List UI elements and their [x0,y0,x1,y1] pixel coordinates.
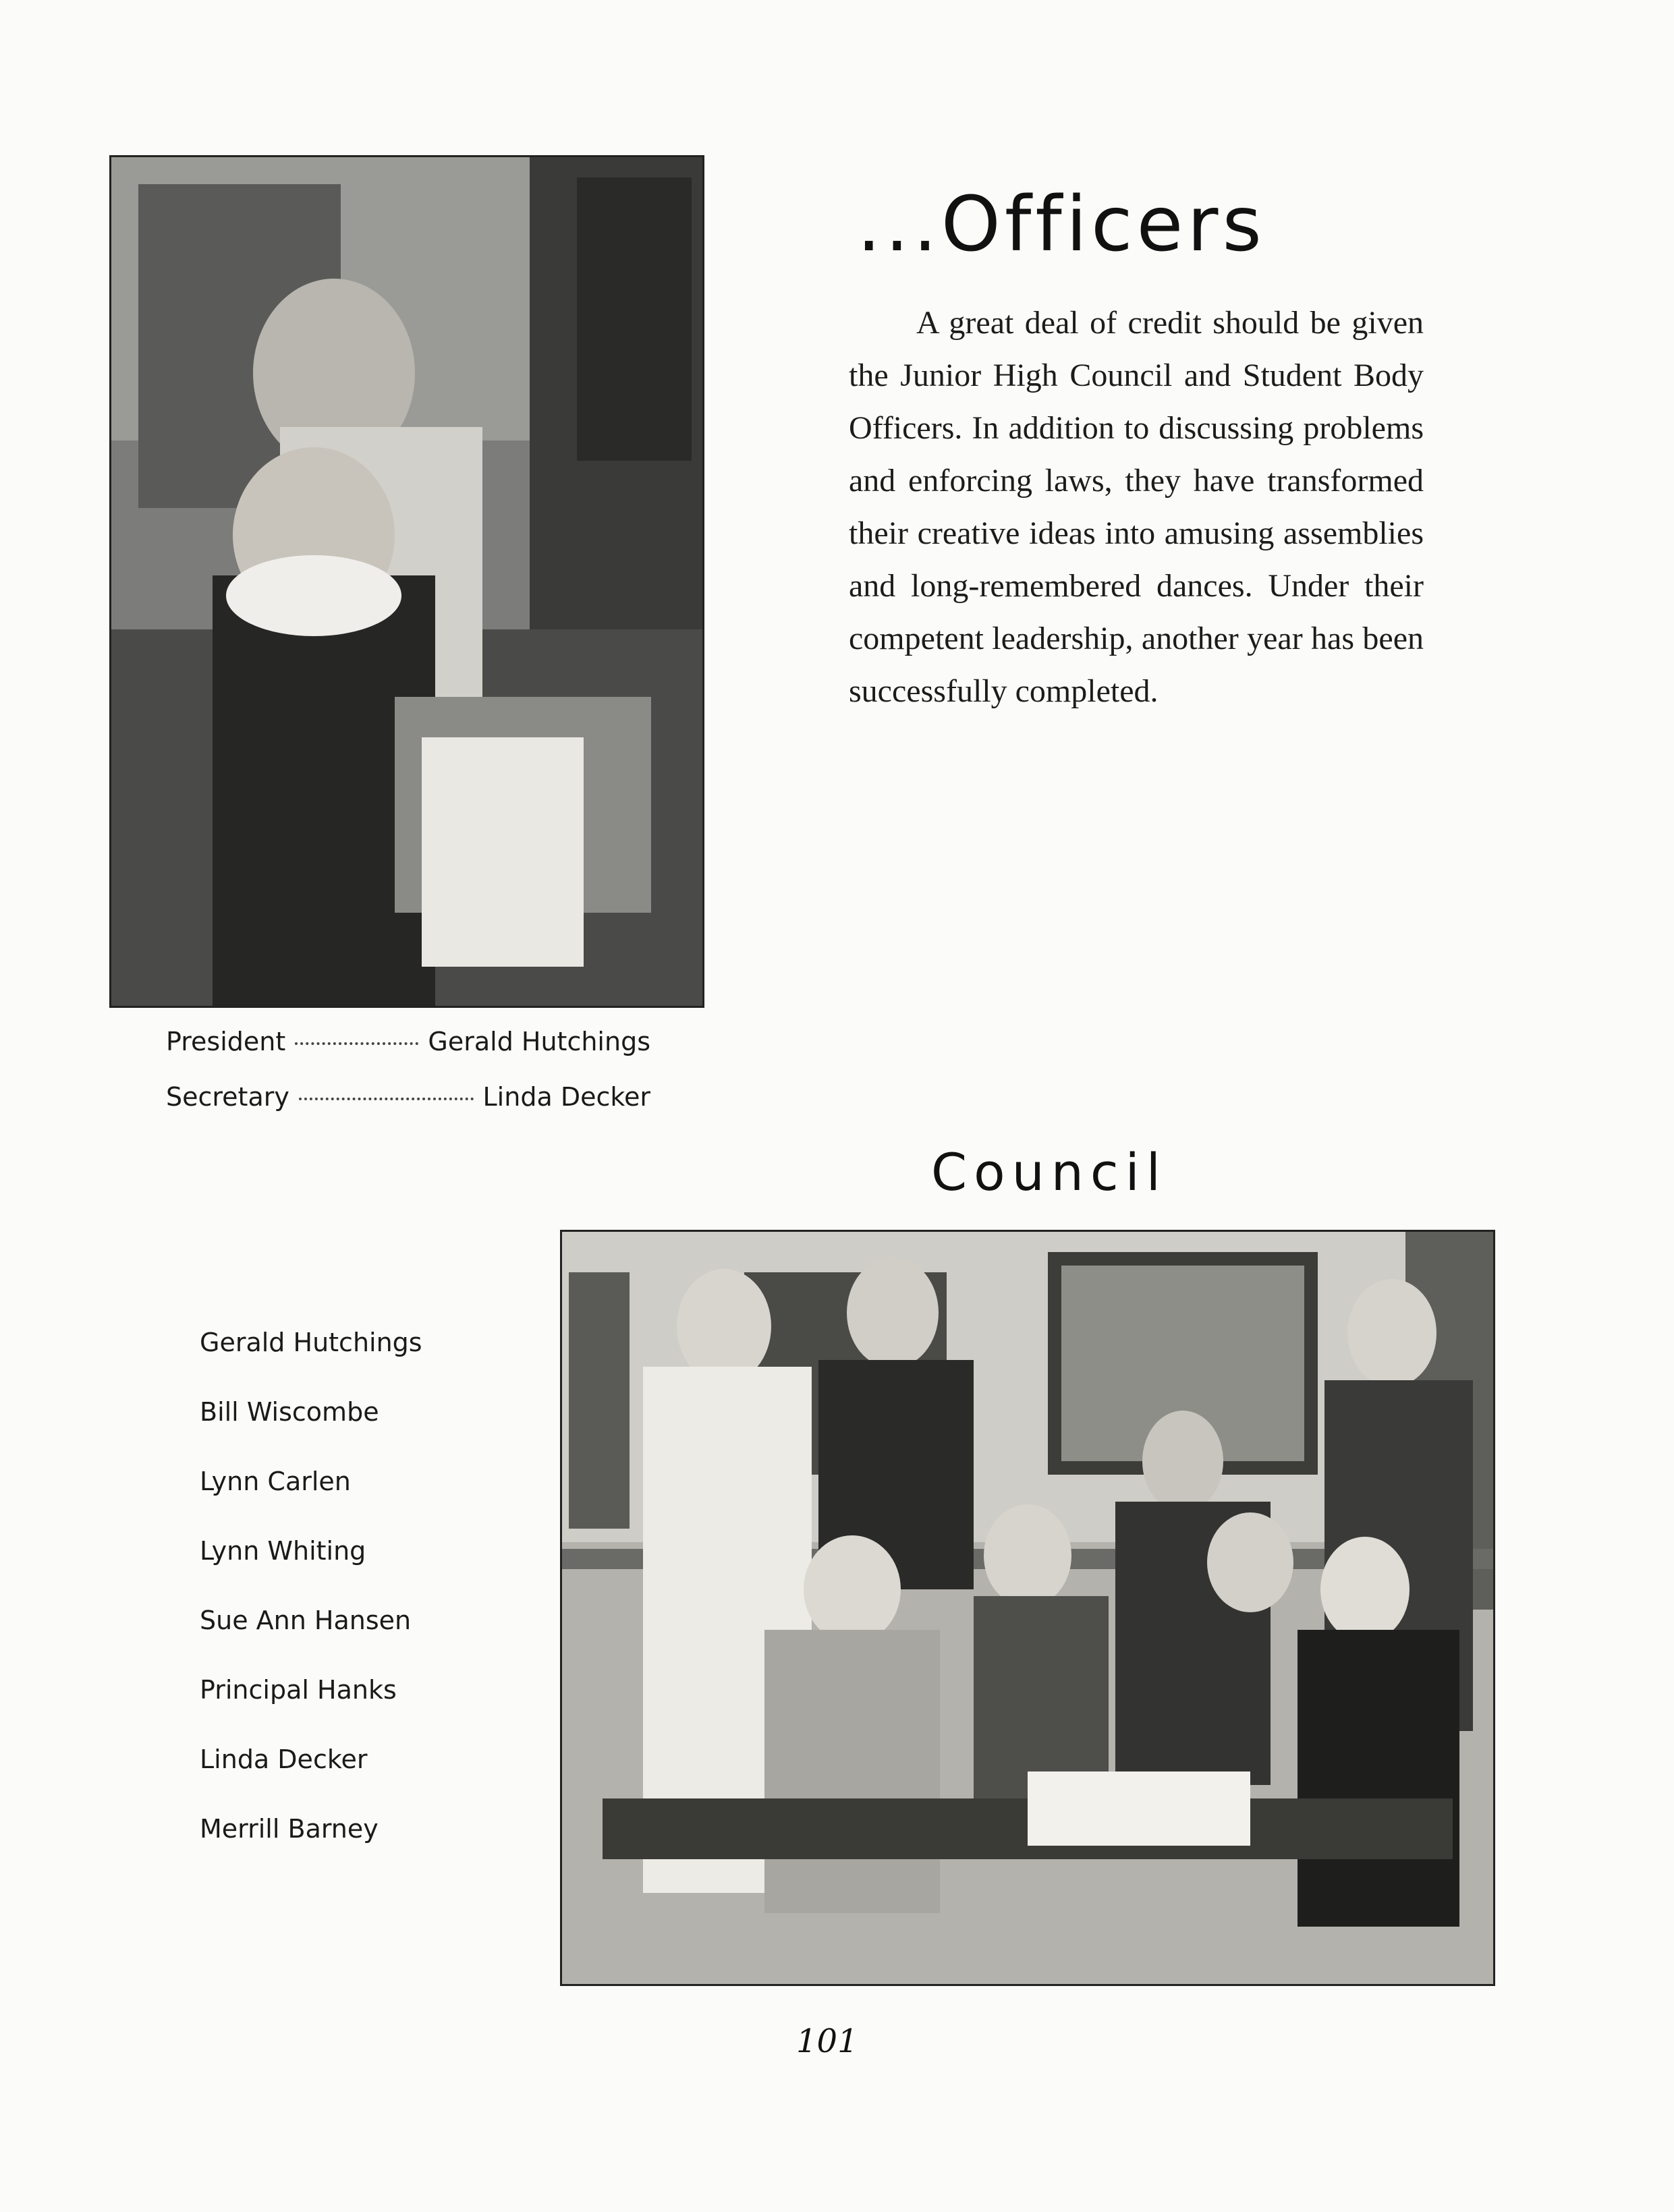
officer-name: Linda Decker [482,1082,650,1112]
council-heading: Council [931,1142,1167,1202]
officers-photo [109,155,704,1008]
council-photo-illustration [562,1232,1493,1984]
council-member: Lynn Whiting [200,1536,366,1566]
dot-leader [299,1098,474,1100]
council-member: Gerald Hutchings [200,1328,422,1357]
dot-leader [295,1042,418,1045]
officers-photo-illustration [111,157,702,1006]
council-member: Principal Hanks [200,1675,397,1705]
council-member: Linda Decker [200,1745,368,1774]
council-member: Sue Ann Hansen [200,1606,412,1635]
officer-name: Gerald Hutchings [428,1027,650,1056]
council-member: Lynn Carlen [200,1467,351,1496]
officer-row-president [166,1027,650,1056]
council-member-list [200,1322,422,1878]
page-number: 101 [796,2022,858,2060]
council-member: Merrill Barney [200,1814,379,1844]
officers-heading: ...Officers [857,181,1266,268]
officer-title: President [166,1027,286,1056]
officers-description: A great deal of credit should be given the Junior High Council and Student Body Officers. In addition to discussing problems and enforcing laws, they have transformed their creative ideas into amusing assemblies and long-remembered dances. Under their competent leadership, another year has been successfully completed. [849,305,1424,709]
council-photo [560,1230,1495,1986]
officer-row-secretary [166,1082,650,1112]
officer-title: Secretary [166,1082,289,1112]
council-member: Bill Wiscombe [200,1397,379,1427]
